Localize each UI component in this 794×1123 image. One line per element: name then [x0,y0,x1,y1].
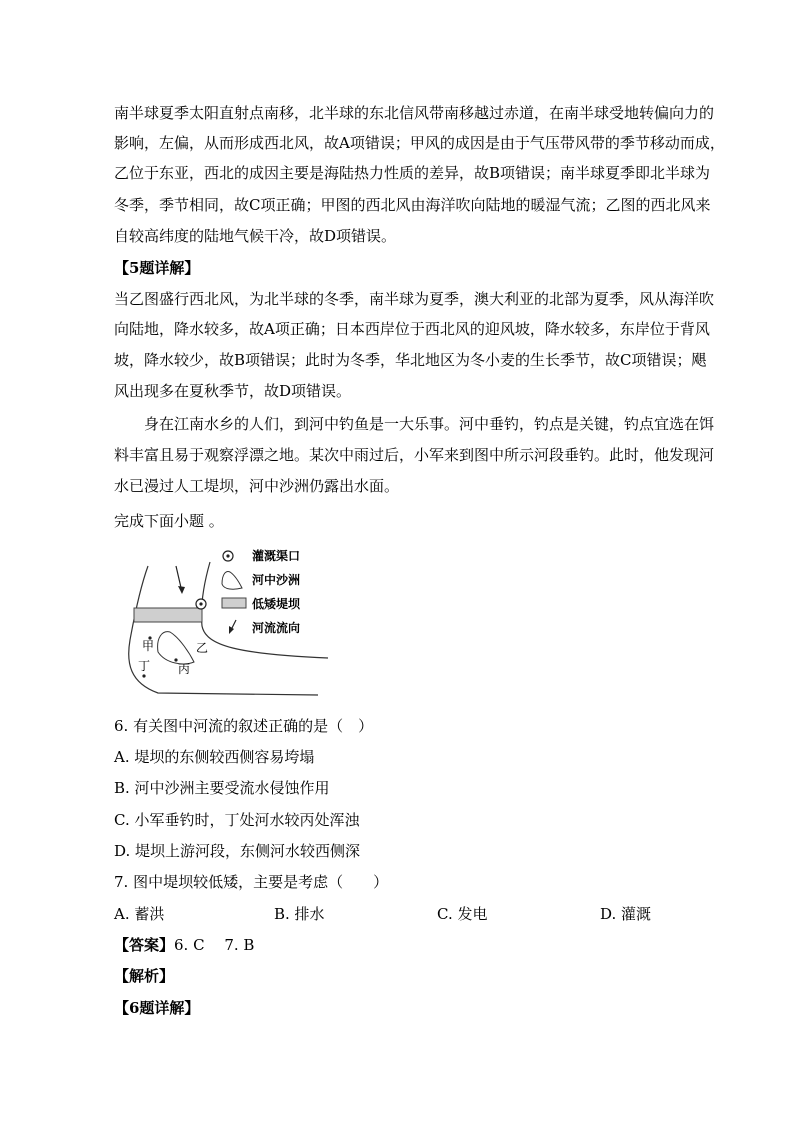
q7-option-a: A. 蓄洪 [114,905,165,923]
q6-stem: 6. 有关图中河流的叙述正确的是（ ） [114,717,374,735]
legend-sandbar-label: 河中沙洲 [252,573,301,587]
legend-sandbar-icon [222,572,242,590]
passage-line: 身在江南水乡的人们，到河中钓鱼是一大乐事。河中垂钓，钓点是关键，钓点宜选在饵 [144,415,715,433]
answer-text: 6. C 7. B [174,936,255,954]
answer-line [114,935,254,955]
paragraph-line: 自较高纬度的陆地气候干冷，故D项错误。 [114,227,397,245]
q6-option-c: C. 小军垂钓时，丁处河水较丙处浑浊 [114,811,360,829]
q7-option-b: B. 排水 [274,905,325,923]
analysis-heading: 【解析】 [114,967,175,985]
paragraph-line: 影响，左偏，从而形成西北风，故A项错误；甲风的成因是由于气压带风带的季节移动而成， [114,134,725,152]
legend-dam-icon [222,598,246,608]
river-diagram [118,548,358,700]
paragraph-line: 坡，降水较少，故B项错误；此时为冬季，华北地区为冬小麦的生长季节，故C项错误；飓 [114,351,707,369]
answer-label: 【答案】 [114,936,175,954]
instruction-text: 完成下面小题 。 [114,512,224,530]
point-jia-label: 甲 [142,639,155,653]
q6-option-b: B. 河中沙洲主要受流水侵蚀作用 [114,779,330,797]
q5-detail-heading: 【5题详解】 [114,259,200,277]
q6-option-d: D. 堤坝上游河段，东侧河水较西侧深 [114,842,361,860]
legend-canal-label: 灌溉渠口 [252,549,301,563]
low-dam [134,608,202,622]
paragraph-line: 冬季，季节相同，故C项正确；甲图的西北风由海洋吹向陆地的暖湿气流；乙图的西北风来 [114,196,711,214]
legend-dam-label: 低矮堤坝 [252,597,301,611]
point-yi-label: 乙 [196,641,209,655]
point-bing-label: 丙 [178,662,191,676]
paragraph-line: 当乙图盛行西北风，为北半球的冬季，南半球为夏季，澳大利亚的北部为夏季，风从海洋吹 [114,290,715,308]
paragraph-line: 风出现多在夏秋季节，故D项错误。 [114,382,352,400]
paragraph-line: 乙位于东亚，西北的成因主要是海陆热力性质的差异，故B项错误；南半球夏季即北半球为 [114,164,711,182]
paragraph-line: 南半球夏季太阳直射点南移，北半球的东北信风带南移越过赤道，在南半球受地转偏向力的 [114,104,715,122]
q7-stem: 7. 图中堤坝较低矮，主要是考虑（ ） [114,873,389,891]
point-ding-label: 丁 [138,659,151,673]
q7-option-c: C. 发电 [437,905,488,923]
passage-line: 水已漫过人工堤坝，河中沙洲仍露出水面。 [114,477,400,495]
q7-option-d: D. 灌溉 [600,905,652,923]
legend-flow-label: 河流流向 [252,621,301,635]
q6-detail-heading: 【6题详解】 [114,999,200,1017]
passage-line: 料丰富且易于观察浮漂之地。某次中雨过后，小军来到图中所示河段垂钓。此时，他发现河 [114,446,715,464]
q6-option-a: A. 堤坝的东侧较西侧容易垮塌 [114,748,315,766]
point-ding-marker [142,674,145,677]
paragraph-line: 向陆地，降水较多，故A项正确；日本西岸位于西北风的迎风坡，降水较多，东岸位于背风 [114,320,710,338]
